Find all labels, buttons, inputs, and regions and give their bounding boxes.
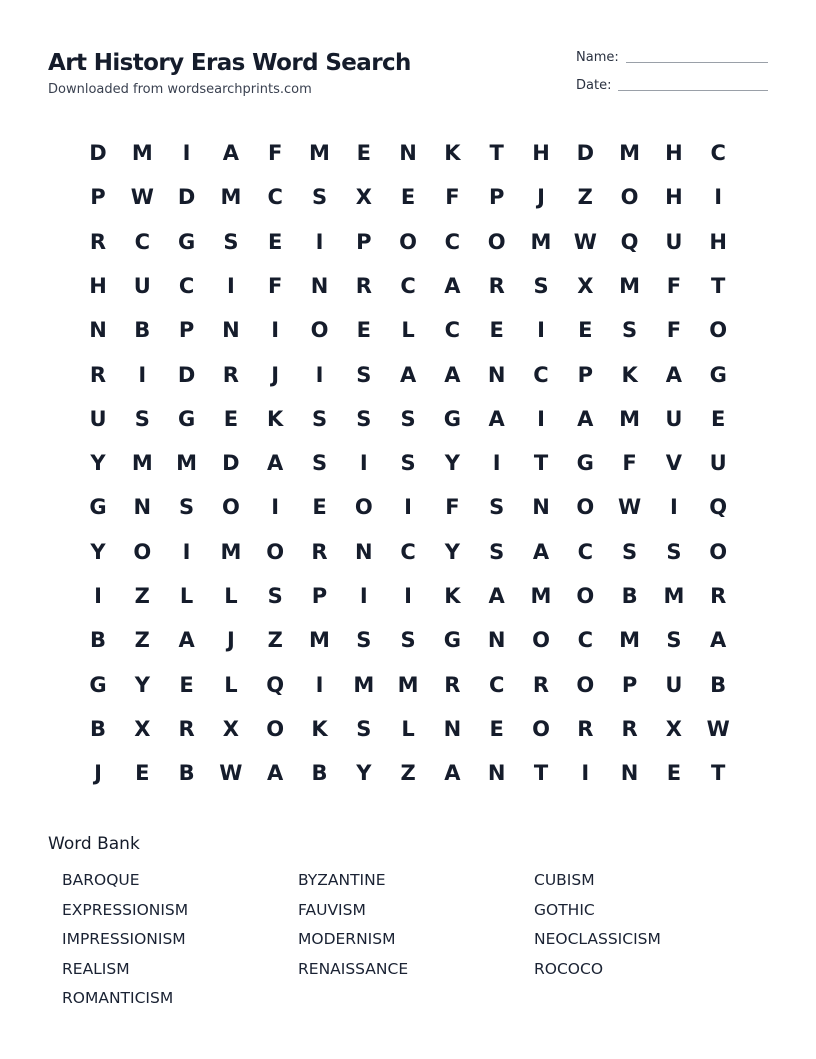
grid-letter: O <box>576 584 595 608</box>
grid-letter: E <box>711 406 726 431</box>
grid-letter: O <box>399 229 418 254</box>
grid-letter: Q <box>620 229 639 254</box>
grid-letter: V <box>665 451 683 476</box>
grid-letter: N <box>89 318 107 343</box>
grid-letter: C <box>577 628 593 653</box>
grid-letter: M <box>220 185 242 210</box>
grid-letter: T <box>711 273 726 298</box>
word-bank-item: GOTHIC <box>534 900 595 919</box>
grid-letter: Y <box>90 451 106 476</box>
grid-letter: R <box>89 229 107 254</box>
grid-letter: S <box>622 539 638 564</box>
grid-letter: K <box>621 362 638 387</box>
grid-letter: Z <box>134 584 150 608</box>
grid-letter: Q <box>709 495 728 520</box>
grid-letter: S <box>356 716 372 741</box>
grid-letter: E <box>356 141 371 165</box>
grid-letter: M <box>309 628 330 653</box>
grid-letter: Z <box>400 761 416 786</box>
grid-letter: M <box>619 628 641 653</box>
grid-letter: S <box>311 185 328 210</box>
grid-letter: G <box>576 451 594 476</box>
grid-letter: S <box>356 406 372 431</box>
grid-letter: Y <box>444 539 460 564</box>
grid-letter: G <box>443 406 462 431</box>
grid-letter: L <box>401 318 415 343</box>
grid-letter: W <box>219 761 243 786</box>
grid-letter: U <box>709 451 727 476</box>
grid-letter: M <box>619 406 641 431</box>
grid-letter: G <box>89 495 107 520</box>
grid-letter: B <box>134 318 151 343</box>
grid-letter: C <box>400 273 416 298</box>
word-bank-item: IMPRESSIONISM <box>62 930 186 948</box>
grid-letter: H <box>709 229 727 254</box>
grid-letter: D <box>177 185 196 210</box>
grid-letter: A <box>399 362 417 387</box>
grid-letter: N <box>487 362 506 387</box>
grid-letter: S <box>666 539 682 564</box>
source-subtitle: Downloaded from wordsearchprints.com <box>48 82 312 97</box>
grid-letter: F <box>268 273 283 298</box>
grid-letter: S <box>622 318 638 343</box>
date-label: Date: <box>576 78 612 93</box>
grid-letter: L <box>179 584 194 608</box>
grid-letter: U <box>133 273 151 298</box>
grid-letter: H <box>89 273 107 298</box>
grid-letter: E <box>356 318 371 343</box>
grid-letter: M <box>131 141 153 165</box>
grid-letter: W <box>618 495 642 520</box>
grid-letter: B <box>89 628 106 653</box>
grid-letter: I <box>537 318 545 343</box>
grid-letter: I <box>182 141 191 165</box>
word-bank-item: EXPRESSIONISM <box>62 900 189 919</box>
grid-letter: I <box>315 362 324 387</box>
grid-letter: T <box>533 451 549 476</box>
grid-letter: S <box>311 406 328 431</box>
grid-letter: A <box>488 584 505 608</box>
grid-letter: C <box>178 273 195 298</box>
grid-letter: O <box>266 539 285 564</box>
grid-letter: O <box>532 716 550 741</box>
grid-letter: O <box>576 672 595 697</box>
grid-letter: S <box>666 628 682 653</box>
grid-letter: L <box>224 672 238 697</box>
grid-letter: I <box>359 584 368 608</box>
grid-letter: F <box>445 495 460 520</box>
grid-letter: C <box>488 672 505 697</box>
grid-letter: R <box>89 362 107 387</box>
word-bank-item: RENAISSANCE <box>298 959 409 978</box>
name-label: Name: <box>576 50 619 65</box>
grid-letter: O <box>620 185 639 210</box>
grid-letter: S <box>356 362 372 387</box>
grid-letter: D <box>89 141 107 165</box>
grid-letter: I <box>94 584 102 608</box>
grid-letter: M <box>131 451 153 476</box>
grid-letter: M <box>220 539 242 564</box>
grid-letter: F <box>622 451 637 476</box>
grid-letter: K <box>444 584 461 608</box>
grid-letter: N <box>620 761 639 786</box>
word-bank-item: ROMANTICISM <box>62 989 174 1007</box>
grid-letter: I <box>226 273 235 298</box>
grid-letter: B <box>178 761 195 786</box>
grid-letter: Y <box>134 672 150 697</box>
grid-letter: I <box>537 406 545 431</box>
grid-letter: I <box>359 451 368 476</box>
grid-letter: S <box>179 495 195 520</box>
word-bank-item: MODERNISM <box>298 930 396 948</box>
grid-letter: O <box>266 716 285 741</box>
grid-letter: R <box>532 672 550 697</box>
grid-letter: C <box>444 229 461 254</box>
grid-letter: I <box>669 495 678 520</box>
grid-letter: N <box>310 273 329 298</box>
grid-letter: M <box>353 672 375 697</box>
grid-letter: I <box>492 451 501 476</box>
grid-letter: N <box>355 539 373 564</box>
grid-letter: C <box>134 229 150 254</box>
grid-letter: B <box>89 716 106 741</box>
grid-letter: K <box>267 406 284 431</box>
grid-letter: M <box>530 229 552 254</box>
grid-letter: U <box>665 229 683 254</box>
grid-letter: S <box>400 406 416 431</box>
grid-letter: X <box>134 716 151 741</box>
grid-letter: S <box>400 451 416 476</box>
grid-letter: S <box>400 628 416 653</box>
grid-letter: Y <box>444 451 460 476</box>
grid-letter: C <box>533 362 549 387</box>
grid-letter: M <box>619 141 641 165</box>
grid-letter: Z <box>267 628 283 653</box>
grid-letter: Z <box>577 185 593 210</box>
grid-letter: P <box>356 229 372 254</box>
grid-letter: R <box>488 273 505 298</box>
grid-letter: N <box>532 495 550 520</box>
grid-letter: O <box>532 628 550 653</box>
grid-letter: I <box>182 539 191 564</box>
grid-letter: Y <box>356 761 372 786</box>
grid-letter: Z <box>134 628 150 653</box>
grid-letter: I <box>404 584 412 608</box>
grid-letter: G <box>89 672 107 697</box>
grid-letter: N <box>487 628 506 653</box>
grid-letter: M <box>619 273 641 298</box>
grid-letter: F <box>666 318 682 343</box>
grid-letter: C <box>444 318 461 343</box>
grid-letter: R <box>444 672 461 697</box>
grid-letter: E <box>135 761 150 786</box>
grid-letter: P <box>311 584 328 608</box>
grid-letter: P <box>90 185 106 210</box>
grid-letter: O <box>487 229 506 254</box>
grid-letter: O <box>133 539 152 564</box>
grid-letter: X <box>222 716 239 741</box>
word-bank-item: BYZANTINE <box>298 871 386 889</box>
grid-letter: G <box>177 229 196 254</box>
grid-letter: N <box>443 716 462 741</box>
grid-letter: W <box>573 229 597 254</box>
grid-letter: I <box>315 672 324 697</box>
grid-letter: O <box>221 495 240 520</box>
grid-letter: A <box>444 273 461 298</box>
grid-letter: I <box>271 495 280 520</box>
grid-letter: J <box>226 628 235 653</box>
grid-letter: P <box>577 362 593 387</box>
grid-letter: J <box>94 761 102 786</box>
grid-letter: C <box>710 141 726 165</box>
grid-letter: F <box>445 185 460 210</box>
grid-letter: Q <box>266 672 285 697</box>
word-bank-item: REALISM <box>62 959 130 978</box>
grid-letter: A <box>488 406 505 431</box>
grid-letter: S <box>356 628 372 653</box>
grid-letter: U <box>89 406 107 431</box>
grid-letter: R <box>577 716 594 741</box>
grid-letter: P <box>488 185 505 210</box>
grid-letter: F <box>666 273 682 298</box>
grid-letter: P <box>178 318 195 343</box>
grid-letter: I <box>714 185 723 210</box>
grid-letter: A <box>665 362 683 387</box>
grid-letter: W <box>130 185 154 210</box>
grid-letter: G <box>443 628 462 653</box>
grid-letter: E <box>268 229 283 254</box>
grid-letter: G <box>177 406 196 431</box>
grid-letter: R <box>222 362 239 387</box>
grid-letter: C <box>400 539 416 564</box>
grid-letter: F <box>268 141 283 165</box>
grid-letter: S <box>311 451 328 476</box>
grid-letter: D <box>177 362 196 387</box>
word-bank-item: NEOCLASSICISM <box>534 930 661 948</box>
grid-letter: U <box>665 672 683 697</box>
grid-letter: J <box>537 185 545 210</box>
grid-letter: R <box>710 584 727 608</box>
grid-letter: N <box>222 318 240 343</box>
grid-letter: E <box>400 185 416 210</box>
grid-letter: I <box>581 761 590 786</box>
grid-letter: T <box>711 761 726 786</box>
grid-letter: N <box>399 141 417 165</box>
grid-letter: D <box>222 451 240 476</box>
grid-letter: A <box>267 761 284 786</box>
grid-letter: K <box>311 716 328 741</box>
grid-letter: J <box>271 362 280 387</box>
grid-letter: X <box>577 273 594 298</box>
grid-letter: E <box>578 318 593 343</box>
grid-letter: X <box>665 716 682 741</box>
word-bank-heading: Word Bank <box>48 834 140 854</box>
grid-letter: R <box>355 273 372 298</box>
grid-letter: B <box>311 761 328 786</box>
grid-letter: I <box>315 229 324 254</box>
grid-letter: S <box>489 539 505 564</box>
grid-letter: A <box>444 761 461 786</box>
grid-letter: R <box>621 716 638 741</box>
grid-letter: A <box>178 628 195 653</box>
grid-letter: E <box>489 716 504 741</box>
grid-letter: I <box>271 318 280 343</box>
grid-letter: E <box>312 495 327 520</box>
grid-letter: L <box>401 716 415 741</box>
grid-letter: M <box>309 141 330 165</box>
grid-letter: E <box>179 672 194 697</box>
grid-letter: O <box>310 318 329 343</box>
grid-letter: O <box>576 495 595 520</box>
grid-letter: G <box>709 362 727 387</box>
grid-letter: M <box>397 672 419 697</box>
grid-letter: R <box>311 539 328 564</box>
grid-letter: P <box>621 672 638 697</box>
grid-letter: N <box>133 495 152 520</box>
grid-letter: U <box>665 406 683 431</box>
grid-letter: M <box>530 584 552 608</box>
page-title: Art History Eras Word Search <box>48 50 411 76</box>
grid-letter: I <box>138 362 147 387</box>
grid-letter: B <box>621 584 638 608</box>
grid-letter: H <box>665 185 683 210</box>
grid-letter: S <box>223 229 239 254</box>
word-bank-item: CUBISM <box>534 871 595 889</box>
grid-letter: S <box>489 495 505 520</box>
grid-letter: T <box>533 761 549 786</box>
grid-letter: A <box>267 451 284 476</box>
grid-letter: O <box>354 495 373 520</box>
grid-letter: W <box>706 716 730 741</box>
grid-letter: K <box>444 141 461 165</box>
grid-letter: C <box>267 185 283 210</box>
grid-letter: I <box>404 495 412 520</box>
grid-letter: M <box>663 584 685 608</box>
grid-letter: T <box>489 141 504 165</box>
grid-letter: E <box>666 761 682 786</box>
grid-letter: A <box>444 362 461 387</box>
grid-letter: A <box>577 406 594 431</box>
grid-letter: S <box>533 273 549 298</box>
grid-letter: A <box>222 141 240 165</box>
word-bank-item: ROCOCO <box>534 959 604 978</box>
grid-letter: C <box>577 539 593 564</box>
grid-letter: H <box>665 141 683 165</box>
grid-letter: S <box>134 406 150 431</box>
grid-letter: S <box>267 584 283 608</box>
grid-letter: A <box>532 539 550 564</box>
grid-letter: M <box>176 451 198 476</box>
grid-letter: R <box>178 716 195 741</box>
grid-letter: O <box>709 318 728 343</box>
grid-letter: D <box>576 141 595 165</box>
grid-letter: H <box>532 141 550 165</box>
word-bank-item: FAUVISM <box>298 900 366 919</box>
grid-letter: E <box>489 318 504 343</box>
grid-letter: B <box>710 672 727 697</box>
grid-letter: O <box>709 539 728 564</box>
grid-letter: Y <box>90 539 106 564</box>
grid-letter: N <box>487 761 506 786</box>
grid-letter: E <box>223 406 239 431</box>
word-bank-item: BAROQUE <box>62 871 140 889</box>
grid-letter: A <box>710 628 727 653</box>
grid-letter: L <box>224 584 238 608</box>
grid-letter: X <box>355 185 372 210</box>
